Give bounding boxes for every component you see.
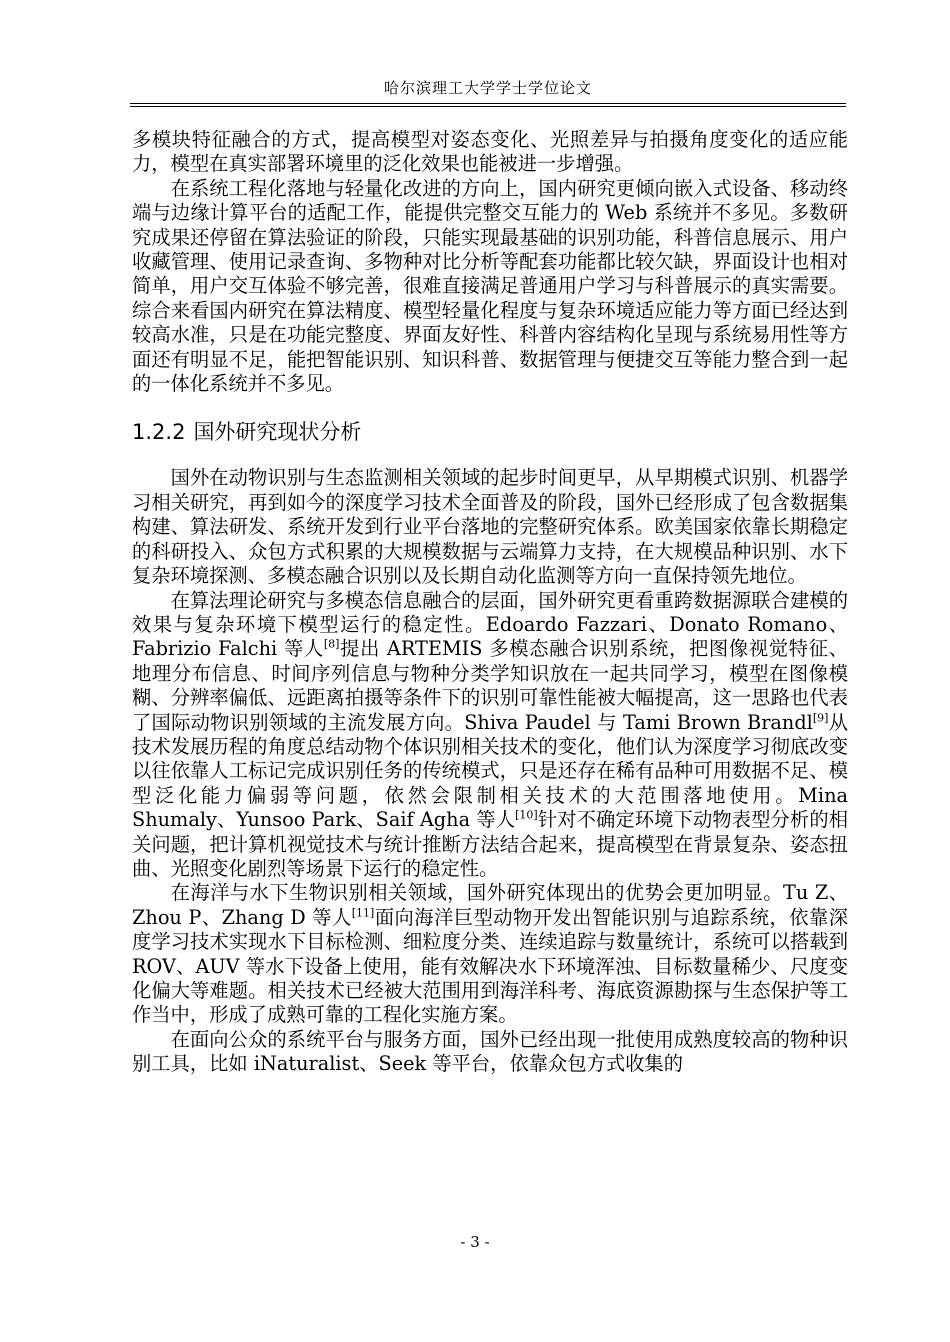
citation-ref-11: [11] [351,906,375,920]
text-run: 提出 ARTEMIS 多模态融合识别系统，把图像视觉特征、地理分布信息、时间序列信息与物种分类学知识放在一起共同学习，模型在图像模糊、分辨率偏低、远距离拍摄等条件下的识别可靠性能被大幅提高，这一思路也代表了国际动物识别领域的主流发展方向。Shiva Paudel 与 Tami Brown Brandl [132,637,848,734]
text-run: 在海洋与水下生物识别相关领域，国外研究体现出的优势会更加明显。Tu Z、Zhou P、Zhang D 等人 [132,881,848,929]
header-rule [130,103,846,104]
paragraph-domestic-engineering: 在系统工程化落地与轻量化改进的方向上，国内研究更倾向嵌入式设备、移动终端与边缘计算平台的适配工作，能提供完整交互能力的 Web 系统并不多见。多数研究成果还停留在算法验证的阶段，只能实现最基础的识别功能，科普信息展示、用户收藏管理、使用记录查询、多物种对比分析等配套功能都比较欠缺，界面设计也相对简单，用户交互体验不够完善，很难直接满足普通用户学习与科普展示的真实需要。综合来看国内研究在算法精度、模型轻量化程度与复杂环境适应能力等方面已经达到较高水准，只是在功能完整度、界面友好性、科普内容结构化呈现与系统易用性等方面还有明显不足，能把智能识别、知识科普、数据管理与便捷交互等能力整合到一起的一体化系统并不多见。 [132,176,848,396]
citation-ref-9: [9] [812,711,829,725]
text-run: 从技术发展历程的角度总结动物个体识别相关技术的变化，他们认为深度学习彻底改变以往依靠人工标记完成识别任务的传统模式，只是还存在稀有品种可用数据不足、模型泛化能力偏弱等问题，依然会限制相关技术的大范围落地使用。Mina Shumaly、Yunsoo Park、Saif Agha 等人 [132,710,848,832]
citation-ref-8: [8] [323,637,340,651]
running-header: 哈尔滨理工大学学士学位论文 [383,79,592,97]
section-heading [132,418,848,446]
citation-ref-10: [10] [515,808,538,822]
section-number: 1.2.2 [132,420,186,445]
paragraph-marine-recognition [132,881,848,1027]
paragraph-public-platforms: 在面向公众的系统平台与服务方面，国外已经出现一批使用成熟度较高的物种识别工具，比如 iNaturalist、Seek 等平台，依靠众包方式收集的 [132,1027,848,1076]
section-title: 国外研究现状分析 [193,420,362,445]
header-rule-thin [130,106,846,107]
paragraph-foreign-overview: 国外在动物识别与生态监测相关领域的起步时间更早，从早期模式识别、机器学习相关研究，再到如今的深度学习技术全面普及的阶段，国外已经形成了包含数据集构建、算法研发、系统开发到行业平台落地的完整研究体系。欧美国家依靠长期稳定的科研投入、众包方式积累的大规模数据与云端算力支持，在大规模品种识别、水下复杂环境探测、多模态融合识别以及长期自动化监测等方向一直保持领先地位。 [132,466,848,588]
page-body [132,128,848,1077]
paragraph-continued: 多模块特征融合的方式，提高模型对姿态变化、光照差异与拍摄角度变化的适应能力，模型在真实部署环境里的泛化效果也能被进一步增强。 [132,128,848,176]
paragraph-foreign-algorithms [132,589,848,882]
text-run: 针对不确定环境下动物表型分析的相关问题，把计算机视觉技术与统计推断方法结合起来，提高模型在背景复杂、姿态扭曲、光照变化剧烈等场景下运行的稳定性。 [132,808,849,880]
text-run: 面向海洋巨型动物开发出智能识别与追踪系统，依靠深度学习技术实现水下目标检测、细粒度分类、连续追踪与数量统计，系统可以搭载到 ROV、AUV 等水下设备上使用，能有效解决水下环境浑浊、目标数量稀少、尺度变化偏大等难题。相关技术已经被大范围用到海洋科考、海底资源勘探与生态保护等工作当中，形成了成熟可靠的工程化实施方案。 [132,905,849,1027]
page-number: - 3 - [460,1233,490,1251]
text-run: 在算法理论研究与多模态信息融合的层面，国外研究更看重跨数据源联合建模的效果与复杂环境下模型运行的稳定性。Edoardo Fazzari、Donato Romano、Fabrizio Falchi 等人 [132,588,848,661]
